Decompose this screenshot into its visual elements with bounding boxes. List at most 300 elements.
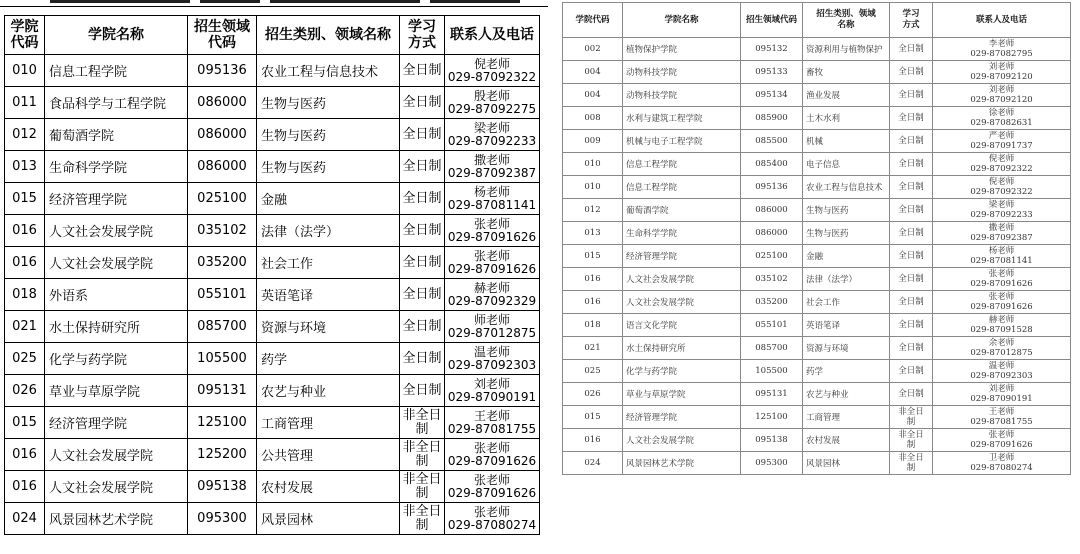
- contact-cell: [933, 199, 1071, 222]
- contact-name: 张老师: [473, 504, 510, 519]
- college-name-cell: 食品科学与工程学院: [45, 87, 188, 119]
- study-mode-cell: 非全日 制: [890, 429, 933, 452]
- college-code-cell: 021: [563, 337, 623, 360]
- contact-name: 刘老师: [988, 85, 1015, 95]
- category-cell: 渔业发展: [803, 84, 890, 107]
- contact-cell: [933, 291, 1071, 314]
- category-cell: 风景园林: [257, 503, 400, 535]
- category-cell: 金融: [803, 245, 890, 268]
- contact-cell: [933, 452, 1071, 475]
- college-name-cell: 经济管理学院: [623, 406, 741, 429]
- contact-cell: [933, 314, 1071, 337]
- category-cell: 资源与环境: [257, 311, 400, 343]
- college-code-cell: 009: [563, 130, 623, 153]
- college-name-cell: 生命科学学院: [623, 222, 741, 245]
- table-row: [5, 407, 540, 439]
- contact-cell: [445, 503, 540, 535]
- right-enrollment-table: [562, 2, 1071, 475]
- category-cell: 农村发展: [803, 429, 890, 452]
- contact-phone: 029-87092303: [447, 357, 537, 372]
- table-row: [5, 279, 540, 311]
- column-header: 学院名称: [623, 3, 741, 38]
- college-code-cell: 010: [563, 176, 623, 199]
- contact-name: 张老师: [473, 440, 510, 455]
- contact-name: 温老师: [988, 361, 1015, 371]
- contact-cell: [933, 61, 1071, 84]
- contact-name: 刘老师: [988, 62, 1015, 72]
- table-row: [563, 245, 1071, 268]
- table-row: [563, 61, 1071, 84]
- field-code-cell: 085700: [188, 311, 257, 343]
- field-code-cell: 095138: [741, 429, 803, 452]
- college-code-cell: 016: [5, 215, 45, 247]
- category-cell: 农艺与种业: [257, 375, 400, 407]
- college-code-cell: 026: [563, 383, 623, 406]
- category-cell: 农艺与种业: [803, 383, 890, 406]
- contact-cell: [933, 406, 1071, 429]
- table-row: [563, 199, 1071, 222]
- contact-name: 徐老师: [988, 108, 1015, 118]
- table-row: [563, 107, 1071, 130]
- contact-name: 殷老师: [473, 88, 510, 103]
- category-cell: 社会工作: [257, 247, 400, 279]
- college-name-cell: 语言文化学院: [623, 314, 741, 337]
- field-code-cell: 035102: [741, 268, 803, 291]
- contact-cell: [933, 107, 1071, 130]
- contact-name: 张老师: [473, 248, 510, 263]
- college-name-cell: 草业与草原学院: [45, 375, 188, 407]
- category-cell: 工商管理: [803, 406, 890, 429]
- study-mode-cell: 全日制: [400, 183, 445, 215]
- college-code-cell: 016: [5, 247, 45, 279]
- contact-phone: 029-87091626: [970, 279, 1033, 289]
- contact-cell: [445, 183, 540, 215]
- field-code-cell: 095136: [741, 176, 803, 199]
- left-enrollment-table: [4, 15, 540, 535]
- college-code-cell: 016: [563, 291, 623, 314]
- table-row: [563, 176, 1071, 199]
- table-row: [563, 38, 1071, 61]
- column-header: 联系人及电话: [445, 16, 540, 55]
- category-cell: 资源与环境: [803, 337, 890, 360]
- contact-phone: 029-87082631: [970, 118, 1033, 128]
- college-code-cell: 024: [563, 452, 623, 475]
- contact-name: 严老师: [988, 131, 1015, 141]
- study-mode-cell: 全日制: [400, 279, 445, 311]
- contact-phone: 029-87092387: [970, 233, 1033, 243]
- college-name-cell: 化学与药学院: [623, 360, 741, 383]
- field-code-cell: 105500: [741, 360, 803, 383]
- table-row: [5, 119, 540, 151]
- table-row: [563, 383, 1071, 406]
- column-header: 联系人及电话: [933, 3, 1071, 38]
- column-header: 学院代码: [563, 3, 623, 38]
- category-cell: 公共管理: [257, 439, 400, 471]
- college-name-cell: 水利与建筑工程学院: [623, 107, 741, 130]
- field-code-cell: 095300: [741, 452, 803, 475]
- college-name-cell: 化学与药学院: [45, 343, 188, 375]
- contact-cell: [933, 360, 1071, 383]
- category-cell: 风景园林: [803, 452, 890, 475]
- table-row: [563, 222, 1071, 245]
- contact-cell: [445, 87, 540, 119]
- college-name-cell: 人文社会发展学院: [623, 268, 741, 291]
- college-code-cell: 002: [563, 38, 623, 61]
- college-name-cell: 信息工程学院: [623, 176, 741, 199]
- study-mode-cell: 全日制: [890, 360, 933, 383]
- college-name-cell: 风景园林艺术学院: [45, 503, 188, 535]
- field-code-cell: 085400: [741, 153, 803, 176]
- field-code-cell: 125100: [741, 406, 803, 429]
- category-cell: 社会工作: [803, 291, 890, 314]
- table-row: [563, 130, 1071, 153]
- contact-name: 杨老师: [988, 246, 1015, 256]
- field-code-cell: 025100: [741, 245, 803, 268]
- college-code-cell: 016: [563, 268, 623, 291]
- contact-phone: 029-87080274: [970, 463, 1033, 473]
- table-row: [563, 406, 1071, 429]
- contact-cell: [933, 176, 1071, 199]
- contact-phone: 029-87091737: [970, 141, 1033, 151]
- contact-name: 赫老师: [988, 315, 1015, 325]
- table-row: [563, 314, 1071, 337]
- field-code-cell: 095136: [188, 55, 257, 87]
- table-row: [563, 268, 1071, 291]
- field-code-cell: 125200: [188, 439, 257, 471]
- college-name-cell: 动物科技学院: [623, 61, 741, 84]
- contact-phone: 029-87012875: [970, 348, 1033, 358]
- contact-name: 张老师: [988, 292, 1015, 302]
- contact-cell: [933, 222, 1071, 245]
- field-code-cell: 095131: [741, 383, 803, 406]
- study-mode-cell: 全日制: [890, 61, 933, 84]
- college-code-cell: 012: [5, 119, 45, 151]
- contact-name: 张老师: [473, 472, 510, 487]
- contact-cell: [445, 439, 540, 471]
- contact-cell: [933, 153, 1071, 176]
- study-mode-cell: 全日制: [890, 222, 933, 245]
- college-name-cell: 植物保护学院: [623, 38, 741, 61]
- college-name-cell: 信息工程学院: [623, 153, 741, 176]
- college-code-cell: 016: [563, 429, 623, 452]
- field-code-cell: 035200: [188, 247, 257, 279]
- college-code-cell: 026: [5, 375, 45, 407]
- study-mode-cell: 全日制: [400, 55, 445, 87]
- contact-phone: 029-87012875: [447, 325, 537, 340]
- category-cell: 英语笔译: [803, 314, 890, 337]
- category-cell: 土木水利: [803, 107, 890, 130]
- contact-name: 梁老师: [473, 120, 510, 135]
- contact-cell: [933, 429, 1071, 452]
- contact-phone: 029-87091626: [970, 440, 1033, 450]
- table-row: [563, 153, 1071, 176]
- field-code-cell: 086000: [741, 199, 803, 222]
- contact-name: 撒老师: [473, 152, 510, 167]
- college-name-cell: 人文社会发展学院: [623, 291, 741, 314]
- category-cell: 畜牧: [803, 61, 890, 84]
- college-code-cell: 004: [563, 84, 623, 107]
- contact-cell: [445, 407, 540, 439]
- table-row: [5, 151, 540, 183]
- contact-phone: 029-87091626: [970, 302, 1033, 312]
- field-code-cell: 086000: [188, 119, 257, 151]
- table-row: [563, 452, 1071, 475]
- study-mode-cell: 全日制: [400, 151, 445, 183]
- contact-name: 倪老师: [473, 56, 510, 71]
- panel-divider: [548, 0, 558, 554]
- college-name-cell: 外语系: [45, 279, 188, 311]
- column-header: 学院名称: [45, 16, 188, 55]
- study-mode-cell: 全日制: [890, 383, 933, 406]
- study-mode-cell: 全日制: [890, 337, 933, 360]
- contact-phone: 029-87081755: [447, 421, 537, 436]
- college-code-cell: 004: [563, 61, 623, 84]
- study-mode-cell: 非全日 制: [400, 439, 445, 471]
- contact-cell: [445, 471, 540, 503]
- category-cell: 药学: [257, 343, 400, 375]
- table-row: [5, 343, 540, 375]
- college-code-cell: 015: [563, 406, 623, 429]
- table-row: [5, 215, 540, 247]
- study-mode-cell: 全日制: [890, 107, 933, 130]
- college-code-cell: 015: [5, 407, 45, 439]
- contact-phone: 029-87092322: [970, 164, 1033, 174]
- contact-phone: 029-87092275: [447, 101, 537, 116]
- field-code-cell: 035200: [741, 291, 803, 314]
- field-code-cell: 086000: [188, 151, 257, 183]
- college-code-cell: 012: [563, 199, 623, 222]
- contact-cell: [445, 215, 540, 247]
- contact-cell: [445, 279, 540, 311]
- column-header: 招生类别、领域 名称: [803, 3, 890, 38]
- study-mode-cell: 全日制: [400, 215, 445, 247]
- college-code-cell: 018: [563, 314, 623, 337]
- contact-cell: [445, 311, 540, 343]
- contact-name: 师老师: [473, 312, 510, 327]
- category-cell: 生物与医药: [803, 199, 890, 222]
- table-row: [5, 439, 540, 471]
- college-name-cell: 水土保持研究所: [623, 337, 741, 360]
- study-mode-cell: 全日制: [890, 84, 933, 107]
- college-code-cell: 011: [5, 87, 45, 119]
- study-mode-cell: 非全日 制: [400, 503, 445, 535]
- study-mode-cell: 全日制: [890, 268, 933, 291]
- field-code-cell: 025100: [188, 183, 257, 215]
- contact-phone: 029-87092322: [447, 69, 537, 84]
- college-code-cell: 025: [563, 360, 623, 383]
- table-row: [563, 429, 1071, 452]
- study-mode-cell: 全日制: [400, 375, 445, 407]
- college-name-cell: 人文社会发展学院: [45, 471, 188, 503]
- contact-name: 张老师: [988, 269, 1015, 279]
- study-mode-cell: 全日制: [400, 311, 445, 343]
- college-name-cell: 人文社会发展学院: [623, 429, 741, 452]
- college-name-cell: 风景园林艺术学院: [623, 452, 741, 475]
- college-name-cell: 经济管理学院: [45, 407, 188, 439]
- contact-cell: [933, 268, 1071, 291]
- college-name-cell: 葡萄酒学院: [623, 199, 741, 222]
- study-mode-cell: 非全日 制: [890, 452, 933, 475]
- contact-name: 温老师: [473, 344, 510, 359]
- contact-cell: [933, 84, 1071, 107]
- college-name-cell: 人文社会发展学院: [45, 247, 188, 279]
- table-row: [5, 183, 540, 215]
- study-mode-cell: 全日制: [890, 199, 933, 222]
- table-row: [563, 84, 1071, 107]
- contact-name: 杨老师: [473, 184, 510, 199]
- contact-phone: 029-87092329: [447, 293, 537, 308]
- contact-cell: [445, 119, 540, 151]
- contact-name: 李老师: [988, 39, 1015, 49]
- field-code-cell: 125100: [188, 407, 257, 439]
- field-code-cell: 086000: [188, 87, 257, 119]
- contact-name: 撒老师: [988, 223, 1015, 233]
- college-code-cell: 018: [5, 279, 45, 311]
- contact-phone: 029-87092387: [447, 165, 537, 180]
- column-header: 学习 方式: [400, 16, 445, 55]
- table-row: [5, 87, 540, 119]
- contact-name: 卫老师: [988, 453, 1015, 463]
- college-name-cell: 草业与草原学院: [623, 383, 741, 406]
- contact-phone: 029-87091528: [970, 325, 1033, 335]
- table-row: [5, 55, 540, 87]
- category-cell: 农村发展: [257, 471, 400, 503]
- study-mode-cell: 全日制: [890, 176, 933, 199]
- category-cell: 资源利用与植物保护: [803, 38, 890, 61]
- column-header: 招生领域代码: [741, 3, 803, 38]
- contact-cell: [933, 337, 1071, 360]
- contact-phone: 029-87091626: [447, 453, 537, 468]
- contact-phone: 029-87091626: [447, 229, 537, 244]
- college-name-cell: 经济管理学院: [45, 183, 188, 215]
- field-code-cell: 055101: [188, 279, 257, 311]
- contact-name: 王老师: [473, 408, 510, 423]
- category-cell: 工商管理: [257, 407, 400, 439]
- contact-phone: 029-87092233: [447, 133, 537, 148]
- study-mode-cell: 非全日 制: [400, 471, 445, 503]
- category-cell: 药学: [803, 360, 890, 383]
- contact-cell: [445, 55, 540, 87]
- contact-name: 张老师: [473, 216, 510, 231]
- table-row: [5, 503, 540, 535]
- field-code-cell: 035102: [188, 215, 257, 247]
- contact-phone: 029-87091626: [447, 261, 537, 276]
- category-cell: 生物与医药: [257, 119, 400, 151]
- right-table-header: [563, 3, 1071, 38]
- category-cell: 英语笔译: [257, 279, 400, 311]
- study-mode-cell: 全日制: [890, 153, 933, 176]
- contact-name: 刘老师: [473, 376, 510, 391]
- study-mode-cell: 全日制: [400, 87, 445, 119]
- contact-cell: [933, 130, 1071, 153]
- contact-cell: [445, 151, 540, 183]
- table-row: [563, 291, 1071, 314]
- college-code-cell: 024: [5, 503, 45, 535]
- contact-name: 张老师: [988, 430, 1015, 440]
- contact-name: 王老师: [988, 407, 1015, 417]
- category-cell: 农业工程与信息技术: [803, 176, 890, 199]
- contact-phone: 029-87081141: [970, 256, 1033, 266]
- college-code-cell: 016: [5, 471, 45, 503]
- college-name-cell: 人文社会发展学院: [45, 439, 188, 471]
- study-mode-cell: 全日制: [400, 343, 445, 375]
- field-code-cell: 095131: [188, 375, 257, 407]
- table-row: [5, 311, 540, 343]
- contact-phone: 029-87081755: [970, 417, 1033, 427]
- college-code-cell: 013: [5, 151, 45, 183]
- field-code-cell: 095138: [188, 471, 257, 503]
- contact-phone: 029-87092303: [970, 371, 1033, 381]
- college-code-cell: 025: [5, 343, 45, 375]
- contact-name: 倪老师: [988, 154, 1015, 164]
- college-name-cell: 信息工程学院: [45, 55, 188, 87]
- right-table-panel: [558, 0, 1076, 554]
- study-mode-cell: 全日制: [890, 291, 933, 314]
- contact-phone: 029-87092322: [970, 187, 1033, 197]
- category-cell: 生物与医药: [257, 151, 400, 183]
- category-cell: 法律（法学）: [257, 215, 400, 247]
- contact-phone: 029-87082795: [970, 49, 1033, 59]
- contact-phone: 029-87091626: [447, 485, 537, 500]
- category-cell: 生物与医药: [803, 222, 890, 245]
- college-name-cell: 水土保持研究所: [45, 311, 188, 343]
- college-code-cell: 016: [5, 439, 45, 471]
- college-name-cell: 葡萄酒学院: [45, 119, 188, 151]
- category-cell: 电子信息: [803, 153, 890, 176]
- contact-name: 梁老师: [988, 200, 1015, 210]
- column-header: 招生领域 代码: [188, 16, 257, 55]
- contact-phone: 029-87092120: [970, 95, 1033, 105]
- college-name-cell: 机械与电子工程学院: [623, 130, 741, 153]
- contact-cell: [933, 383, 1071, 406]
- field-code-cell: 095300: [188, 503, 257, 535]
- college-name-cell: 动物科技学院: [623, 84, 741, 107]
- study-mode-cell: 非全日 制: [400, 407, 445, 439]
- column-header: 学院 代码: [5, 16, 45, 55]
- field-code-cell: 085900: [741, 107, 803, 130]
- column-header: 学习 方式: [890, 3, 933, 38]
- study-mode-cell: 全日制: [890, 245, 933, 268]
- contact-name: 倪老师: [988, 177, 1015, 187]
- category-cell: 农业工程与信息技术: [257, 55, 400, 87]
- study-mode-cell: 全日制: [400, 247, 445, 279]
- field-code-cell: 085700: [741, 337, 803, 360]
- college-code-cell: 013: [563, 222, 623, 245]
- field-code-cell: 085500: [741, 130, 803, 153]
- contact-phone: 029-87090191: [447, 389, 537, 404]
- college-code-cell: 008: [563, 107, 623, 130]
- college-code-cell: 015: [5, 183, 45, 215]
- field-code-cell: 055101: [741, 314, 803, 337]
- contact-phone: 029-87081141: [447, 197, 537, 212]
- contact-cell: [445, 247, 540, 279]
- field-code-cell: 095134: [741, 84, 803, 107]
- table-row: [563, 360, 1071, 383]
- study-mode-cell: 全日制: [890, 314, 933, 337]
- college-code-cell: 021: [5, 311, 45, 343]
- field-code-cell: 095133: [741, 61, 803, 84]
- contact-name: 余老师: [988, 338, 1015, 348]
- contact-phone: 029-87090191: [970, 394, 1033, 404]
- contact-phone: 029-87092120: [970, 72, 1033, 82]
- contact-cell: [445, 343, 540, 375]
- table-row: [5, 247, 540, 279]
- college-code-cell: 010: [5, 55, 45, 87]
- category-cell: 法律（法学）: [803, 268, 890, 291]
- category-cell: 机械: [803, 130, 890, 153]
- contact-name: 赫老师: [473, 280, 510, 295]
- cropped-top-border: [0, 0, 548, 7]
